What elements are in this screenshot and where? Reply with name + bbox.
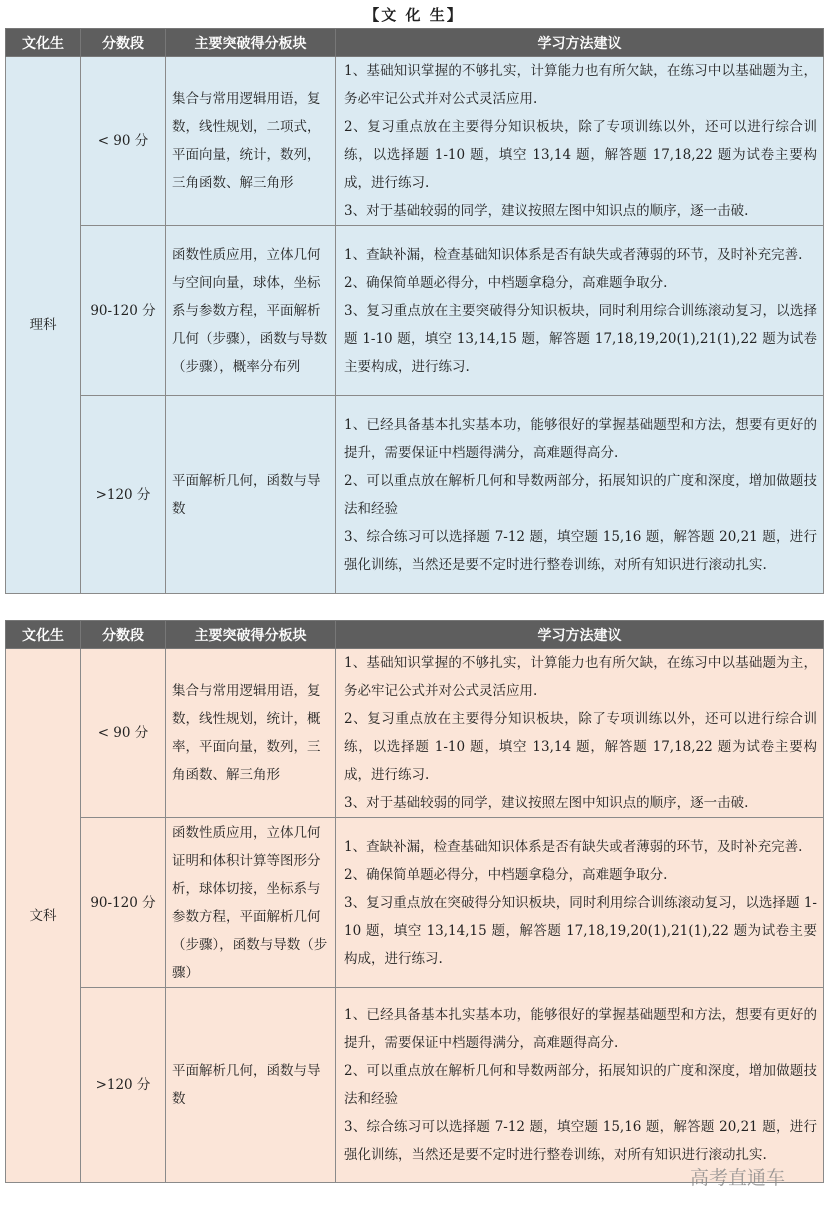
subject-cell: 理科	[6, 57, 81, 594]
table-row	[6, 396, 824, 594]
advice-item: 3、对于基础较弱的同学，建议按照左图中知识点的顺序，逐一击破.	[344, 203, 749, 219]
score-range-cell: >120 分	[81, 988, 166, 1183]
advice-item: 2、复习重点放在主要得分知识板块，除了专项训练以外，还可以进行综合训练，以选择题 1-10 题，填空 13,14 题，解答题 17,18,22 题为试卷主要构成，进行练习.	[344, 711, 817, 783]
column-header: 学习方法建议	[336, 621, 824, 649]
advice-item: 3、复习重点放在主要突破得分知识板块，同时利用综合训练滚动复习，以选择题 1-10 题，填空 13,14,15 题，解答题 17,18,19,20(1),21(1),22 题为试卷主要构成，进行练习.	[344, 302, 817, 375]
advice-cell	[336, 226, 824, 396]
advice-item: 2、确保简单题必得分，中档题拿稳分，高难题争取分.	[344, 866, 668, 883]
score-range-cell: >120 分	[81, 396, 166, 594]
advice-item: 3、对于基础较弱的同学，建议按照左图中知识点的顺序，逐一击破.	[344, 795, 749, 811]
score-range-cell: < 90 分	[81, 57, 166, 226]
science-table	[5, 28, 824, 594]
advice-item: 2、可以重点放在解析几何和导数两部分，拓展知识的广度和深度，增加做题技法和经验	[344, 472, 817, 517]
advice-item: 1、基础知识掌握的不够扎实，计算能力也有所欠缺，在练习中以基础题为主，务必牢记公式并对公式灵活应用.	[344, 63, 817, 107]
topics-cell: 函数性质应用，立体几何与空间向量，球体，坐标系与参数方程，平面解析几何（步骤），函数与导数（步骤），概率分布列	[166, 226, 336, 396]
advice-item: 2、可以重点放在解析几何和导数两部分，拓展知识的广度和深度，增加做题技法和经验	[344, 1063, 817, 1107]
header-row	[6, 29, 824, 57]
table-row	[6, 818, 824, 988]
column-header: 主要突破得分板块	[166, 621, 336, 649]
score-range-cell: < 90 分	[81, 649, 166, 818]
advice-cell	[336, 57, 824, 226]
column-header: 文化生	[6, 29, 81, 57]
column-header: 分数段	[81, 621, 166, 649]
header-row	[6, 621, 824, 649]
advice-item: 2、复习重点放在主要得分知识板块，除了专项训练以外，还可以进行综合训练，以选择题 1-10 题，填空 13,14 题，解答题 17,18,22 题为试卷主要构成，进行练习.	[344, 119, 817, 191]
advice-item: 1、已经具备基本扎实基本功，能够很好的掌握基础题型和方法，想要有更好的提升，需要保证中档题得满分，高难题得高分.	[344, 416, 817, 461]
topics-cell: 平面解析几何，函数与导数	[166, 396, 336, 594]
advice-item: 1、查缺补漏，检查基础知识体系是否有缺失或者薄弱的环节，及时补充完善.	[344, 246, 803, 263]
column-header: 分数段	[81, 29, 166, 57]
advice-item: 3、综合练习可以选择题 7-12 题，填空题 15,16 题，解答题 20,21 题，进行强化训练，当然还是要不定时进行整卷训练，对所有知识进行滚动扎实.	[344, 528, 817, 573]
topics-cell: 平面解析几何，函数与导数	[166, 988, 336, 1183]
topics-cell: 集合与常用逻辑用语，复数，线性规划，统计，概率，平面向量，数列，三角函数、解三角形	[166, 649, 336, 818]
page-title: 【文 化 生】	[364, 6, 464, 24]
column-header: 文化生	[6, 621, 81, 649]
topics-cell: 函数性质应用，立体几何证明和体积计算等图形分析，球体切接，坐标系与参数方程，平面解析几何（步骤），函数与导数（步骤）	[166, 818, 336, 988]
table-row	[6, 57, 824, 226]
advice-cell	[336, 818, 824, 988]
column-header: 学习方法建议	[336, 29, 824, 57]
table-row	[6, 988, 824, 1183]
advice-cell	[336, 988, 824, 1183]
table-row	[6, 649, 824, 818]
watermark: 高考直通车	[690, 1167, 786, 1189]
advice-item: 1、已经具备基本扎实基本功，能够很好的掌握基础题型和方法，想要有更好的提升，需要保证中档题得满分，高难题得高分.	[344, 1007, 817, 1051]
advice-item: 3、复习重点放在突破得分知识板块，同时利用综合训练滚动复习，以选择题 1-10 题，填空 13,14,15 题，解答题 17,18,19,20(1),21(1),22 题为试卷主要构成，进行练习.	[344, 894, 817, 967]
advice-item: 2、确保简单题必得分，中档题拿稳分，高难题争取分.	[344, 274, 668, 291]
advice-item: 3、综合练习可以选择题 7-12 题，填空题 15,16 题，解答题 20,21 题，进行强化训练，当然还是要不定时进行整卷训练，对所有知识进行滚动扎实.	[344, 1119, 817, 1163]
score-range-cell: 90-120 分	[81, 818, 166, 988]
topics-cell: 集合与常用逻辑用语，复数，线性规划，二项式，平面向量，统计，数列，三角函数、解三角形	[166, 57, 336, 226]
advice-cell	[336, 396, 824, 594]
liberal-arts-table	[5, 620, 824, 1183]
advice-item: 1、查缺补漏，检查基础知识体系是否有缺失或者薄弱的环节，及时补充完善.	[344, 838, 803, 855]
column-header: 主要突破得分板块	[166, 29, 336, 57]
advice-cell	[336, 649, 824, 818]
score-range-cell: 90-120 分	[81, 226, 166, 396]
advice-item: 1、基础知识掌握的不够扎实，计算能力也有所欠缺，在练习中以基础题为主，务必牢记公式并对公式灵活应用.	[344, 655, 817, 699]
table-row	[6, 226, 824, 396]
subject-cell: 文科	[6, 649, 81, 1183]
